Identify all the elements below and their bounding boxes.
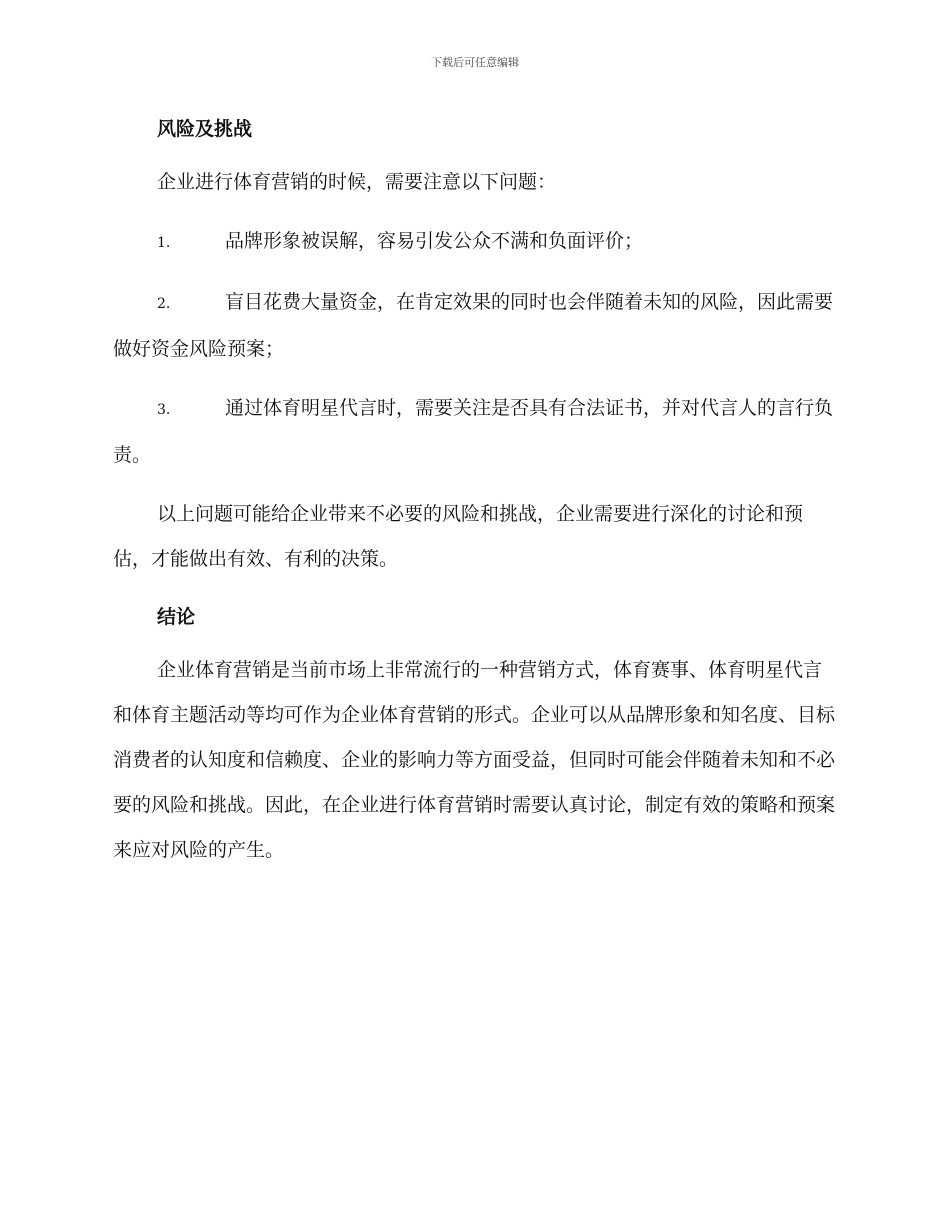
list-item-text: 品牌形象被误解，容易引发公众不满和负面评价； [225,230,644,252]
risk-summary-paragraph: 以上问题可能给企业带来不必要的风险和挑战，企业需要进行深化的讨论和预估，才能做出有效、有利的决策。 [113,503,804,570]
list-item-number: 2. [157,296,171,312]
list-item-number: 3. [157,402,171,418]
page-header: 下载后可任意编辑 [431,56,519,69]
section-heading-risk: 风险及挑战 [157,118,253,140]
risk-intro-paragraph: 企业进行体育营销的时候，需要注意以下问题： [157,171,557,193]
list-item [113,280,837,372]
list-item-text: 通过体育明星代言时，需要关注是否具有合法证书，并对代言人的言行负责。 [113,397,834,466]
section-heading-conclusion: 结论 [157,606,196,628]
list-item-text: 盲目花费大量资金，在肯定效果的同时也会伴随着未知的风险，因此需要做好资金风险预案； [113,291,834,360]
list-item-number: 1. [157,235,171,251]
list-item [113,386,837,478]
document-body [113,112,837,873]
conclusion-paragraph: 企业体育营销是当前市场上非常流行的一种营销方式，体育赛事、体育明星代言和体育主题活动等均可作为企业体育营销的形式。企业可以从品牌形象和知名度、目标消费者的认知度和信赖度、企业的影响力等方面受益，但同时可能会伴随着未知和不必要的风险和挑战。因此，在企业进行体育营销时需要认真讨论，制定有效的策略和预案来应对风险的产生。 [113,659,836,861]
list-item [113,219,837,266]
